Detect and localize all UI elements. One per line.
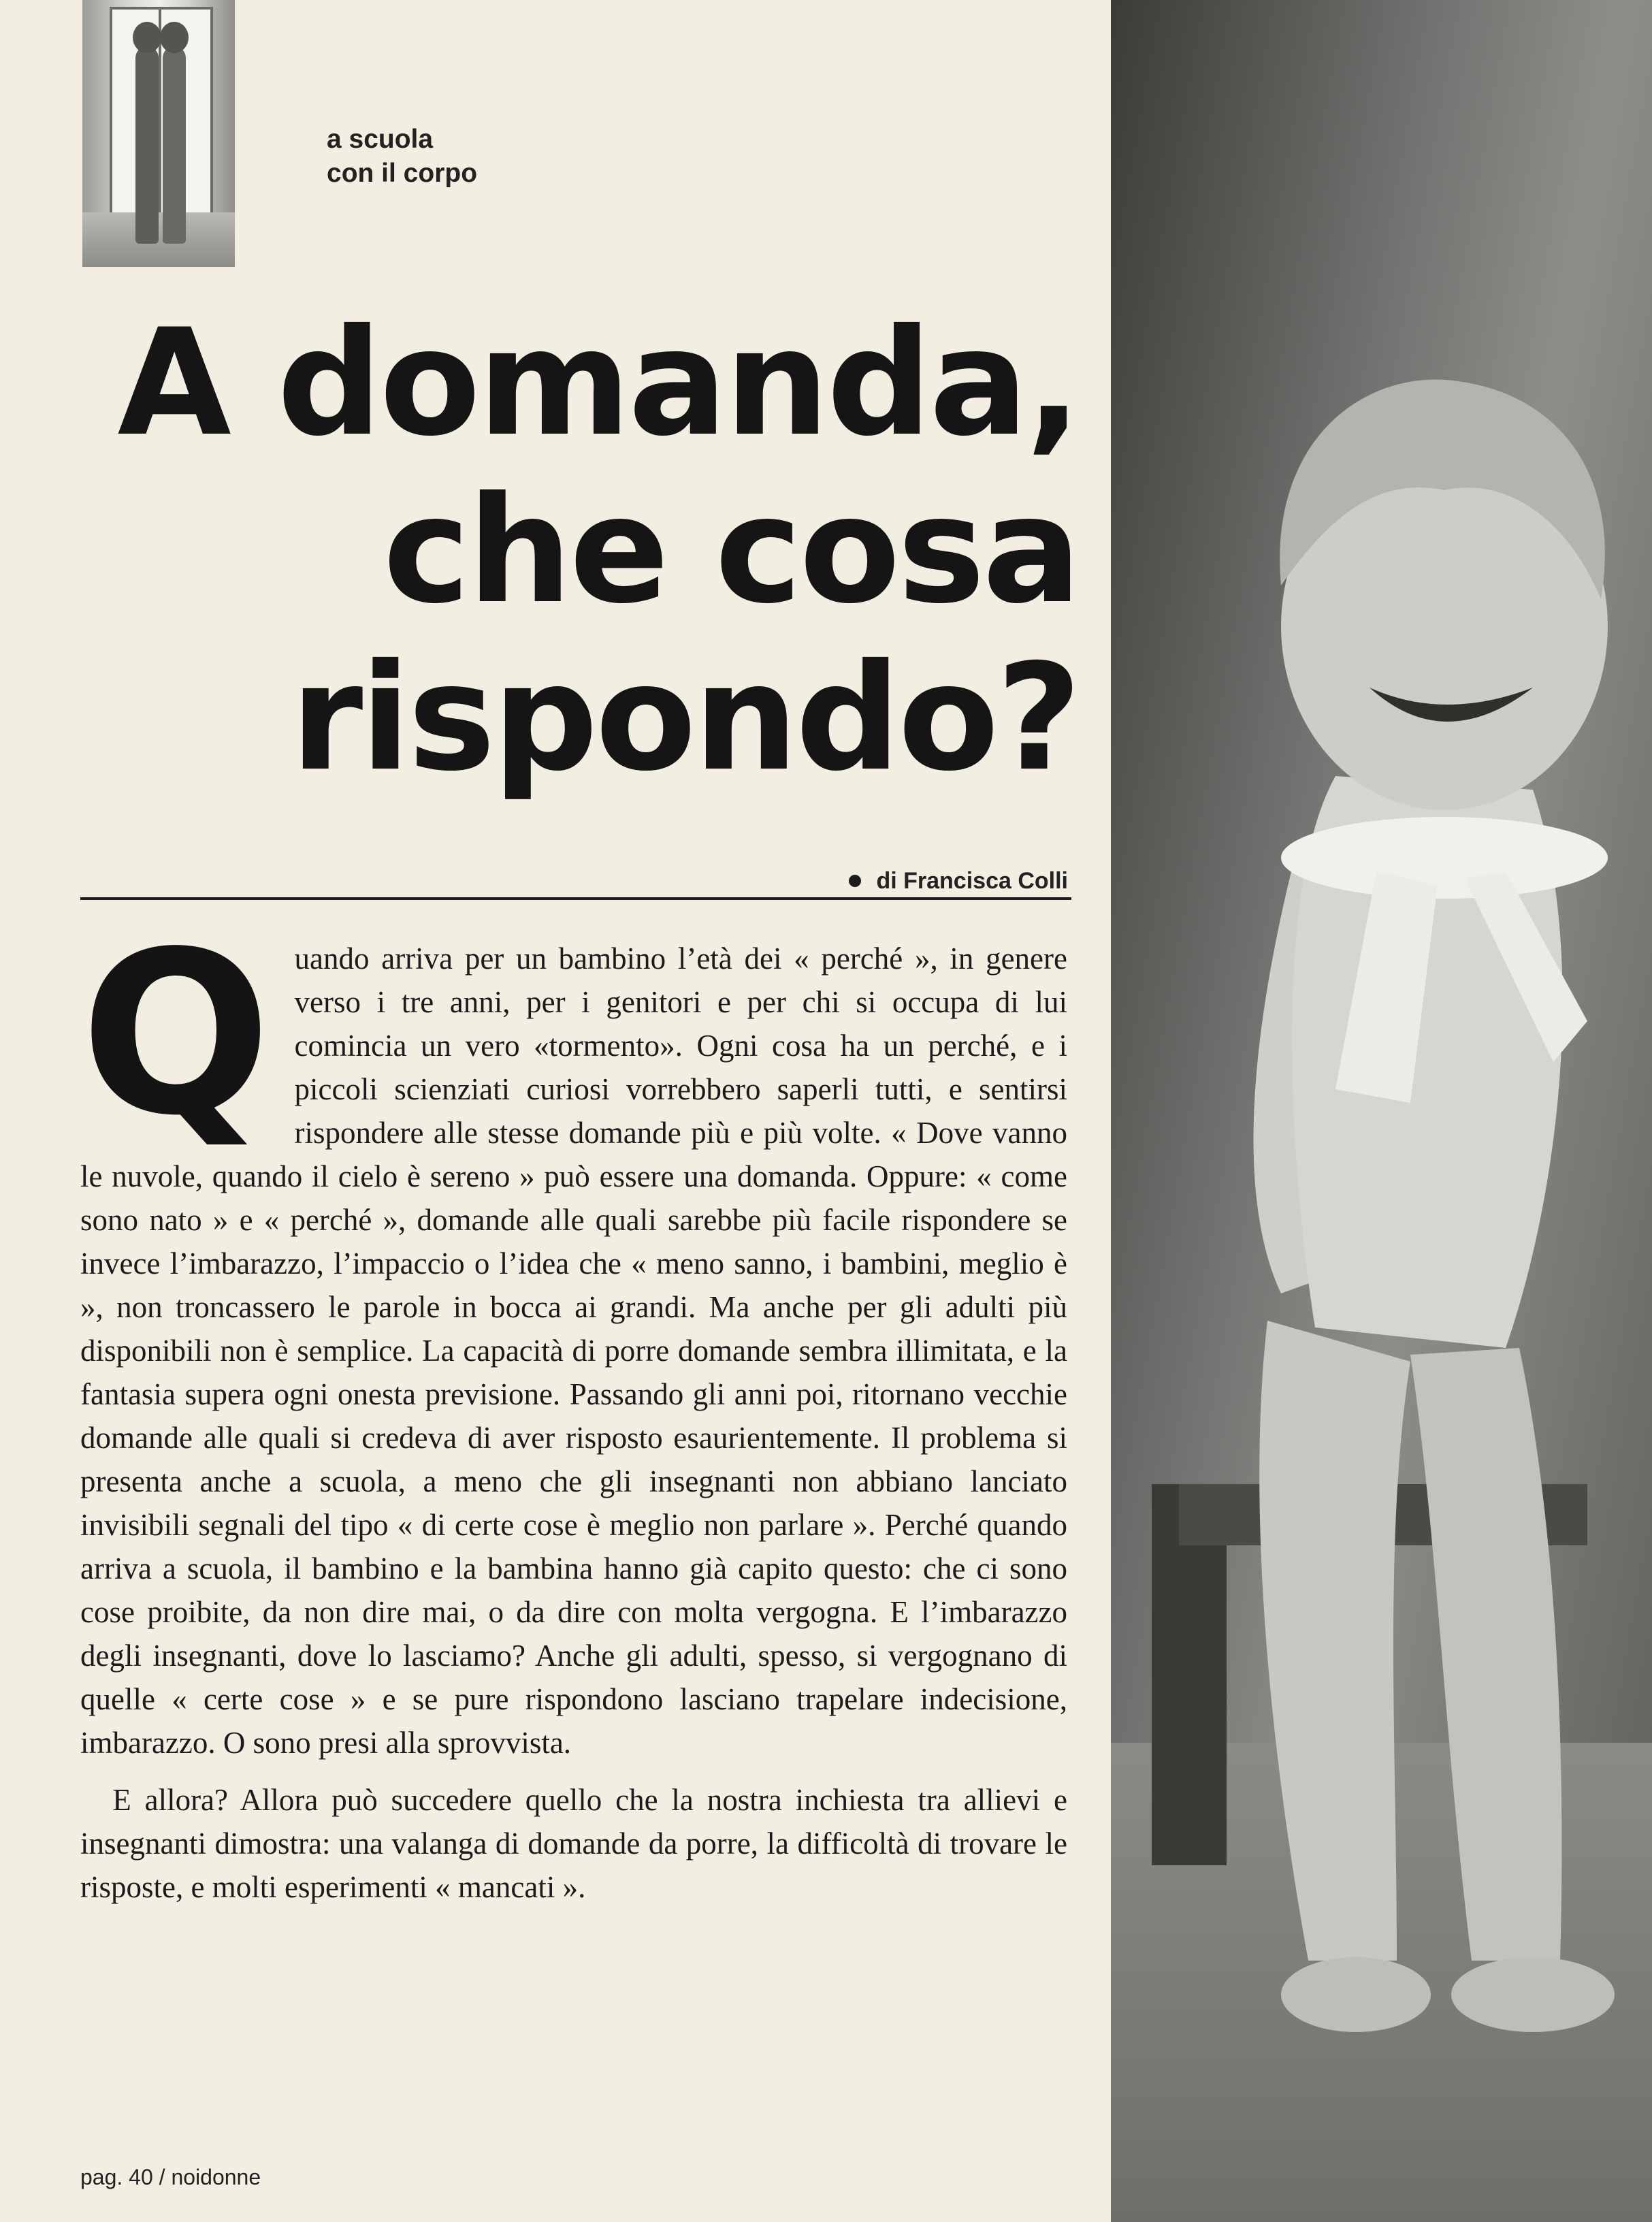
article-body (80, 903, 1067, 1909)
boy-collar (1281, 817, 1608, 899)
footer-separator: / (159, 2165, 165, 2189)
headline (117, 297, 1079, 803)
byline-author: di Francisca Colli (876, 868, 1068, 894)
thumbnail-child-right (163, 46, 186, 244)
section-kicker (327, 123, 477, 191)
headline-line-2: che cosa (383, 465, 1079, 636)
article-paragraph-2: E allora? Allora può succedere quello che la nostra inchiesta tra allievi e insegnanti dimostra: una valanga di domande da porre, la difficoltà di trovare le risposte, e molti esperimenti « mancati ». (80, 1783, 1067, 1904)
headline-line-1: A domanda, (117, 297, 1079, 468)
boy-photo-figure (1152, 0, 1652, 2222)
page-number: pag. 40 (80, 2165, 153, 2189)
magazine-name: noidonne (171, 2165, 261, 2189)
thumbnail-child-left (135, 46, 159, 244)
page-footer (80, 2165, 261, 2190)
paragraph-1-text: uando arriva per un bambino l’età dei « perché », in genere verso i tre anni, per i genitori e per chi si occupa di lui comincia un vero «tormento». Ogni cosa ha un perché, e i piccoli scienziati curiosi vorrebbero saperli tutti, e sentirsi rispondere alle stesse domande più e più volte. « Dove vanno le nuvole, quando il cielo è sereno » può essere una domanda. Oppure: « come sono nato » e « perché », domande alle quali sarebbe più facile rispondere se invece l’imbarazzo, l’impaccio o l’idea che « meno sanno, i bambini, meglio è », non troncassero le parole in bocca ai grandi. Ma anche per gli adulti più disponibili non è semplice. La capacità di porre domande sembra illimitata, e la fantasia supera ogni onesta previsione. Passando gli anni poi, ritornano vecchie domande alle quali si credeva di aver risposto esaurientemente. Il problema si presenta anche a scuola, a meno che gli insegnanti non abbiano lanciato invisibili segnali del tipo « di certe cose è meglio non parlare ». Perché quando arriva a scuola, il bambino e la bambina hanno già capito questo: che ci sono cose proibite, da non dire mai, o da dire con molta vergogna. E l’imbarazzo degli insegnanti, dove lo lasciamo? Anche gli adulti, spesso, si vergognano di quelle « certe cose » e se pure rispondono lasciano trapelare indecisione, imbarazzo. O sono presi alla sprovvista. (80, 941, 1067, 1760)
thumbnail-floor (82, 212, 235, 267)
boy-foot-right (1451, 1957, 1615, 2032)
thumbnail-photo (82, 0, 235, 267)
byline (849, 868, 1068, 895)
bullet-icon (849, 875, 861, 887)
byline-rule (80, 897, 1071, 900)
boy-leg-left (1259, 1321, 1410, 1961)
boy-foot-left (1281, 1957, 1431, 2032)
article-paragraph-1 (80, 903, 1067, 1765)
kicker-line-2: con il corpo (327, 159, 478, 188)
main-photo (1111, 0, 1652, 2222)
drop-cap: Q (80, 903, 272, 1165)
headline-line-3: rispondo? (290, 632, 1079, 803)
boy-leg-right (1410, 1348, 1562, 1961)
kicker-line-1: a scuola (327, 125, 434, 154)
